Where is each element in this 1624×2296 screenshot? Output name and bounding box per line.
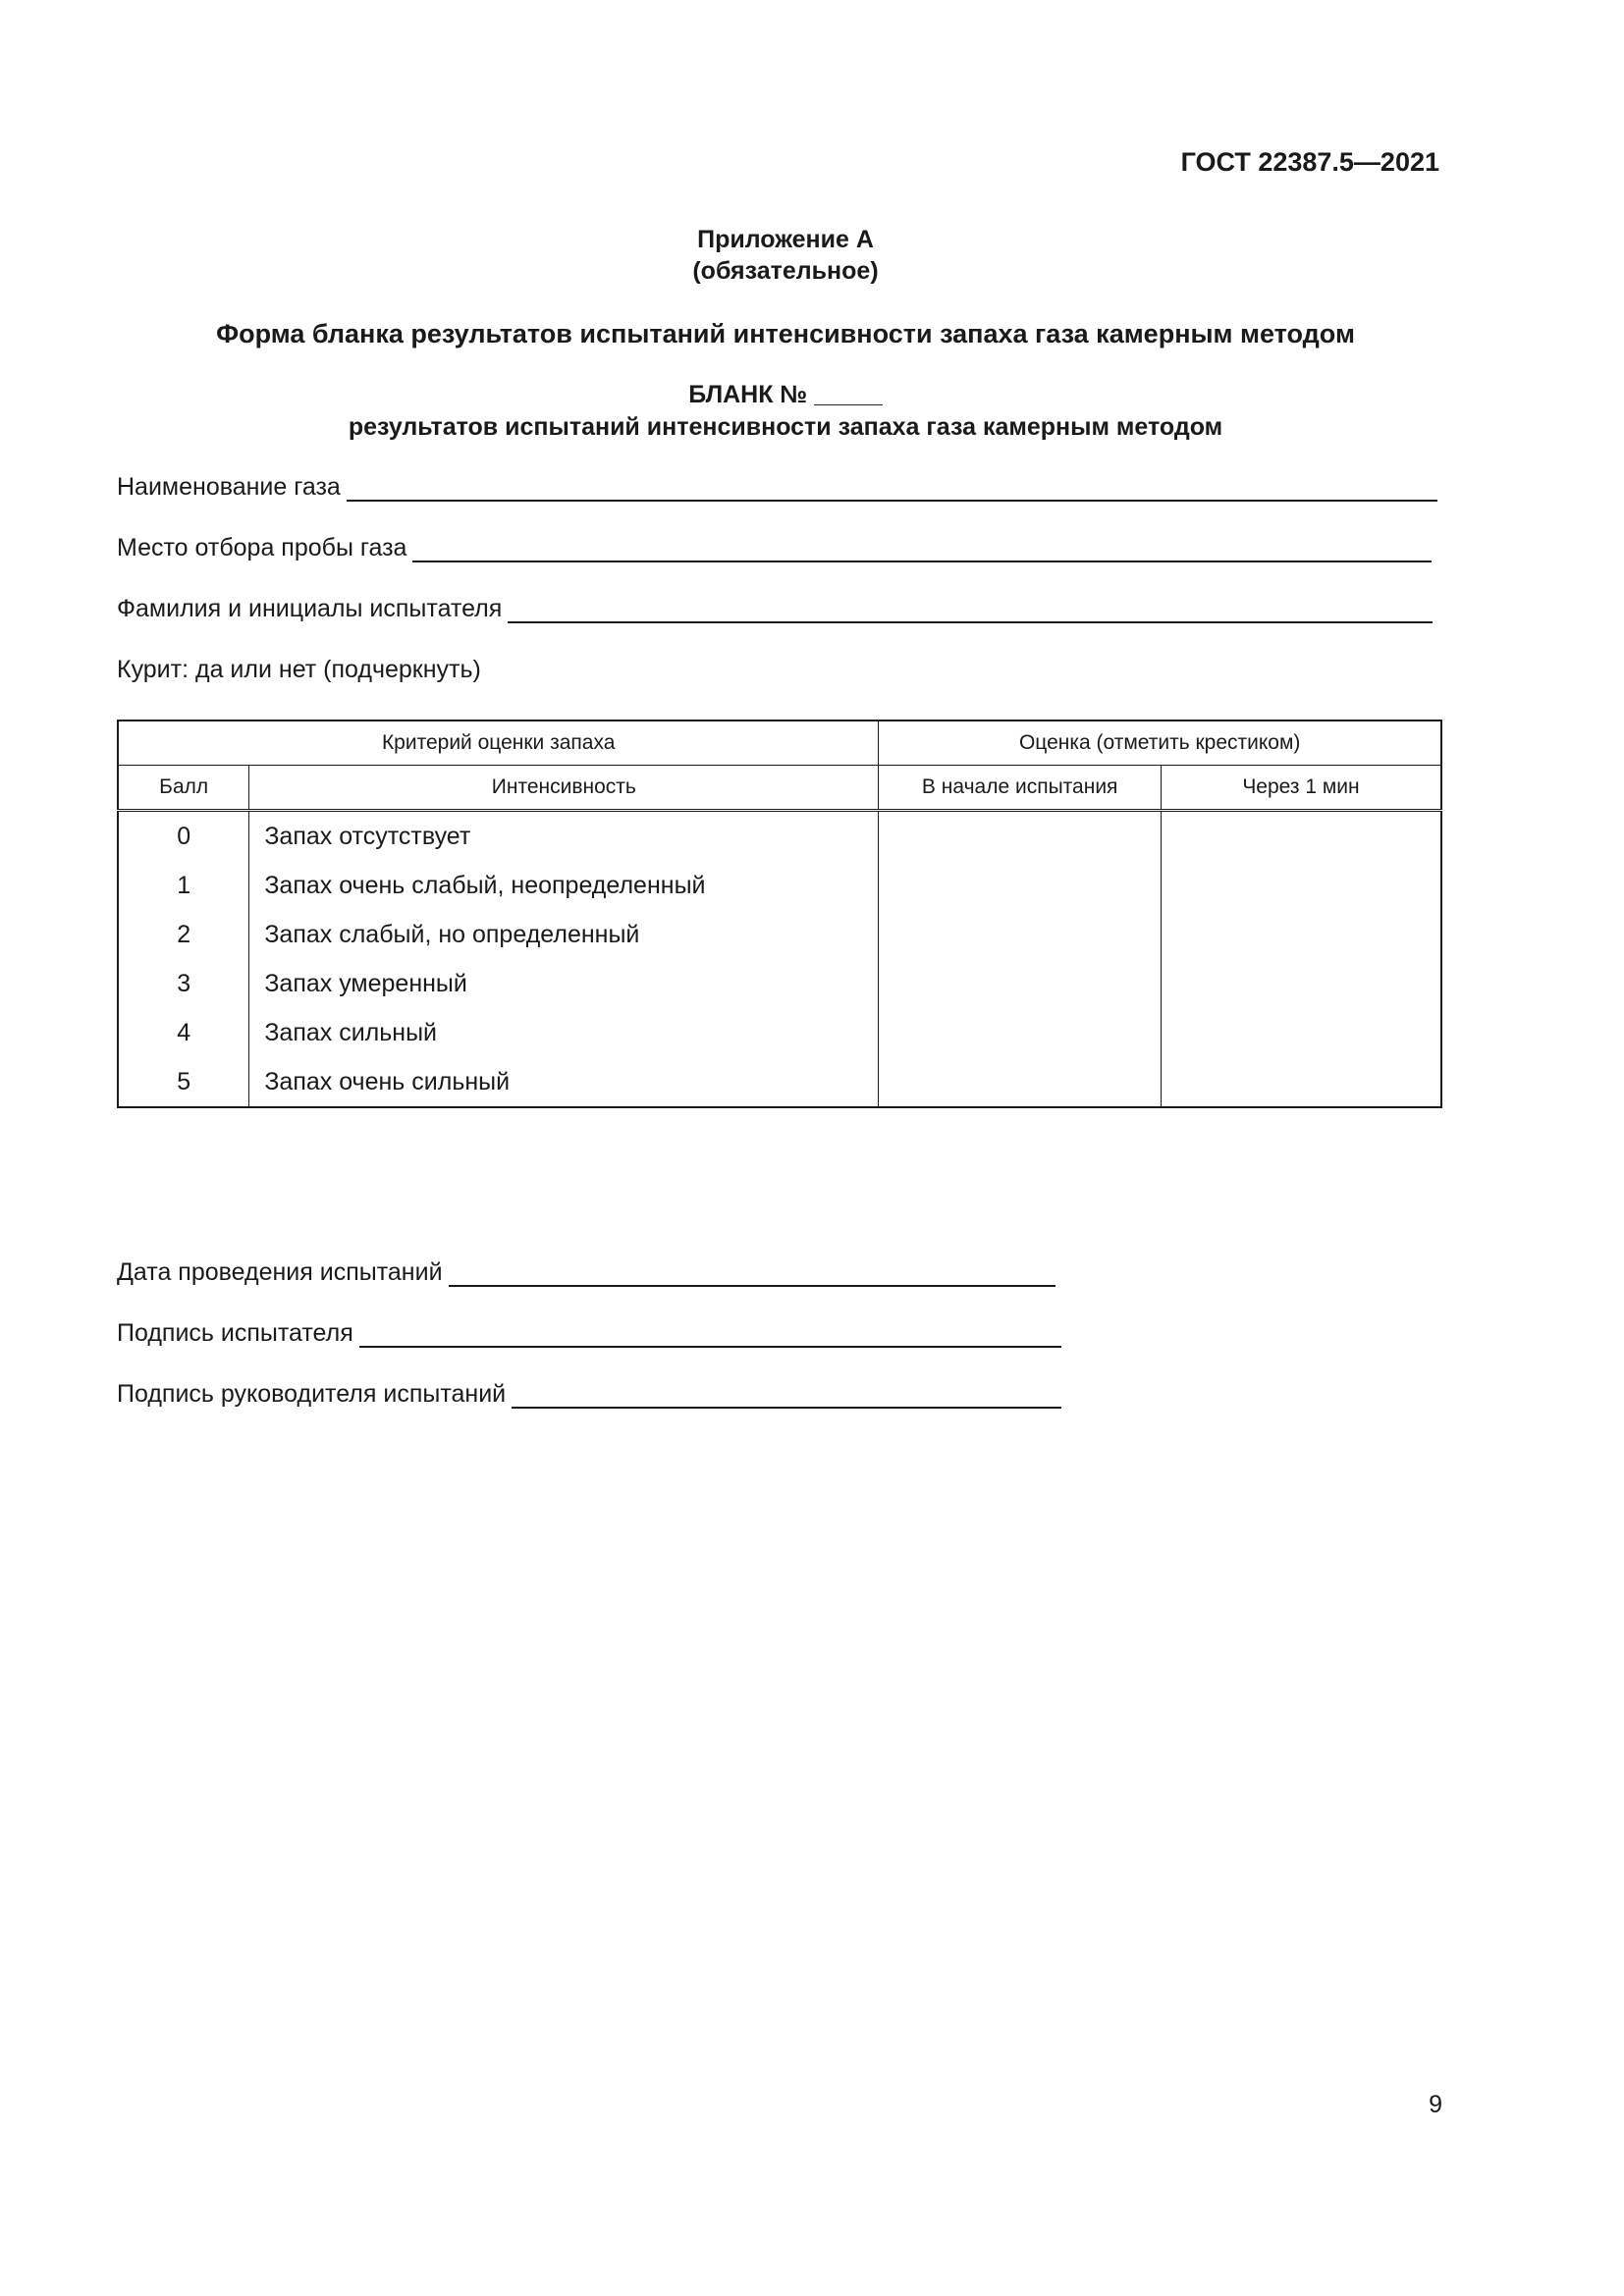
- table-row: [118, 1057, 1441, 1107]
- start-mark-cell[interactable]: [879, 1057, 1162, 1107]
- sampling-place-field: [117, 534, 1432, 562]
- after-mark-cell[interactable]: [1161, 910, 1441, 959]
- form-title: Форма бланка результатов испытаний интенсивности запаха газа камерным методом: [216, 319, 1355, 348]
- annex-status: (обязательное): [692, 257, 879, 285]
- score-cell: 3: [118, 959, 249, 1008]
- after-mark-cell[interactable]: [1161, 1057, 1441, 1107]
- tester-name-label: Фамилия и инициалы испытателя: [117, 595, 503, 622]
- intensity-cell: Запах отсутствует: [249, 811, 879, 862]
- header-after: Через 1 мин: [1161, 766, 1441, 811]
- table-row: [118, 959, 1441, 1008]
- start-mark-cell[interactable]: [879, 811, 1162, 862]
- page-number: 9: [1429, 2091, 1442, 2118]
- header-score: Балл: [118, 766, 249, 811]
- intensity-cell: Запах умеренный: [249, 959, 879, 1008]
- table-row: [118, 910, 1441, 959]
- sampling-place-input-line[interactable]: [412, 539, 1432, 562]
- header-intensity: Интенсивность: [249, 766, 879, 811]
- score-cell: 0: [118, 811, 249, 862]
- start-mark-cell[interactable]: [879, 910, 1162, 959]
- gas-name-field: [117, 473, 1437, 502]
- blank-number: БЛАНК № _____: [688, 381, 883, 408]
- tester-name-field: [117, 595, 1433, 623]
- head-signature-input-line[interactable]: [512, 1385, 1061, 1409]
- after-mark-cell[interactable]: [1161, 861, 1441, 910]
- intensity-cell: Запах очень слабый, неопределенный: [249, 861, 879, 910]
- score-cell: 5: [118, 1057, 249, 1107]
- head-signature-field: [117, 1380, 1061, 1409]
- tester-signature-label: Подпись испытателя: [117, 1319, 353, 1347]
- start-mark-cell[interactable]: [879, 861, 1162, 910]
- table-row: [118, 1008, 1441, 1057]
- gas-name-label: Наименование газа: [117, 473, 341, 501]
- table-row: [118, 811, 1441, 862]
- test-date-label: Дата проведения испытаний: [117, 1258, 443, 1286]
- after-mark-cell[interactable]: [1161, 959, 1441, 1008]
- test-date-field: [117, 1258, 1056, 1287]
- header-criterion: Критерий оценки запаха: [118, 721, 879, 766]
- blank-subtitle: результатов испытаний интенсивности запаха газа камерным методом: [348, 413, 1223, 441]
- tester-name-input-line[interactable]: [508, 600, 1433, 623]
- start-mark-cell[interactable]: [879, 959, 1162, 1008]
- after-mark-cell[interactable]: [1161, 1008, 1441, 1057]
- annex-title: Приложение А: [697, 226, 874, 253]
- after-mark-cell[interactable]: [1161, 811, 1441, 862]
- tester-signature-input-line[interactable]: [359, 1324, 1061, 1348]
- score-cell: 2: [118, 910, 249, 959]
- header-start: В начале испытания: [879, 766, 1162, 811]
- table-header-row: [118, 766, 1441, 811]
- odor-evaluation-table: [117, 720, 1442, 1108]
- tester-signature-field: [117, 1319, 1061, 1348]
- intensity-cell: Запах очень сильный: [249, 1057, 879, 1107]
- sampling-place-label: Место отбора пробы газа: [117, 534, 407, 561]
- smokes-label: Курит: да или нет (подчеркнуть): [117, 656, 481, 683]
- header-rating: Оценка (отметить крестиком): [879, 721, 1441, 766]
- test-date-input-line[interactable]: [449, 1263, 1056, 1287]
- score-cell: 4: [118, 1008, 249, 1057]
- intensity-cell: Запах слабый, но определенный: [249, 910, 879, 959]
- start-mark-cell[interactable]: [879, 1008, 1162, 1057]
- gas-name-input-line[interactable]: [347, 478, 1437, 502]
- table-row: [118, 861, 1441, 910]
- smokes-field: [117, 656, 481, 684]
- intensity-cell: Запах сильный: [249, 1008, 879, 1057]
- table-header-group-row: [118, 721, 1441, 766]
- head-signature-label: Подпись руководителя испытаний: [117, 1380, 507, 1408]
- document-code: ГОСТ 22387.5—2021: [1180, 147, 1439, 177]
- score-cell: 1: [118, 861, 249, 910]
